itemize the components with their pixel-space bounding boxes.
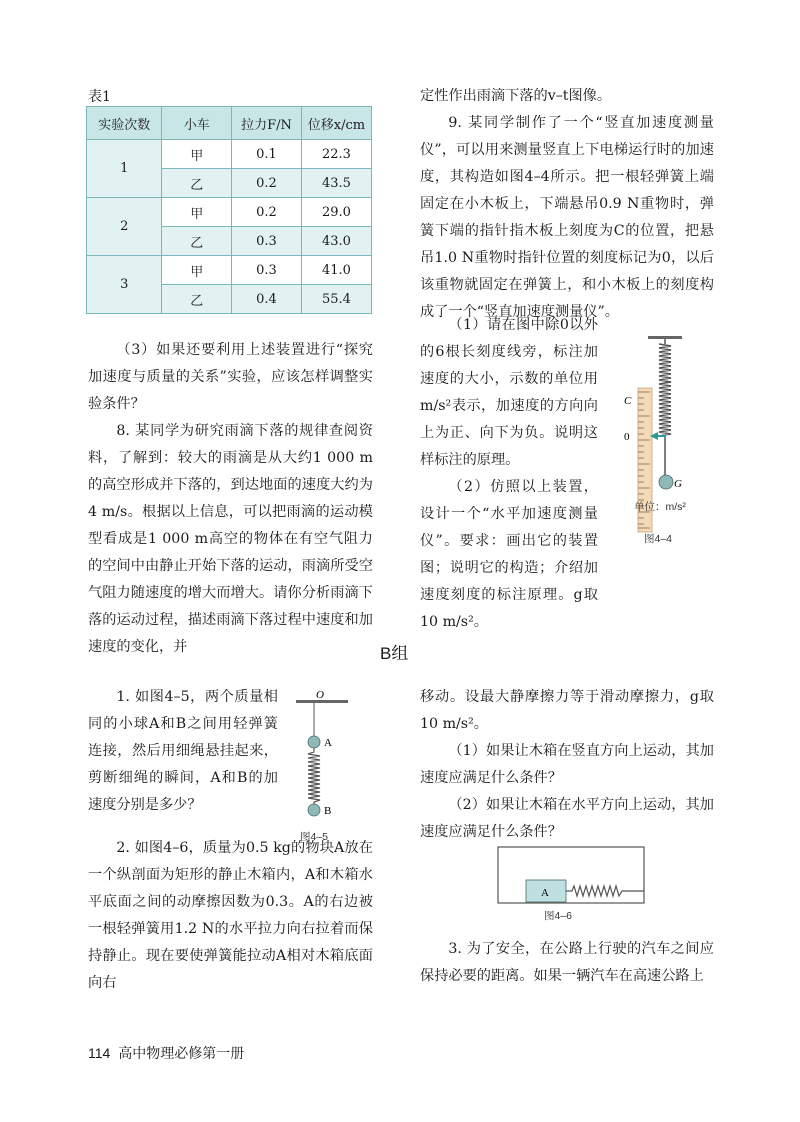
question-9: 9. 某同学制作了一个“竖直加速度测量仪”，可以用来测量竖直上下电梯运行时的加速度，其构造如图4–4所示。把一根轻弹簧上端固定在小木板上，下端悬吊0.9 N重物时，弹簧下端的指针指木板上刻度为C的位置，把悬吊1.0 N重物时指针位置的刻度标记为0，以后该重物就固定在弹簧上，和小木板上的刻度构成了一个“竖直加速度测量仪”。 [420,115,714,320]
table-cell: 43.5 [301,169,371,198]
table-row [87,198,372,227]
book-title: 高中物理必修第一册 [118,1045,245,1061]
b-question-3: 3. 为了安全，在公路上行驶的汽车之间应保持必要的距离。如果一辆汽车在高速公路上 [420,941,714,984]
question-8-continued: 定性作出雨滴下落的v–t图像。 [420,88,612,104]
question-8: 8. 某同学为研究雨滴下落的规律查阅资料，了解到：较大的雨滴是从大约1 000 m的高空形成并下落的，到达地面的速度大约为4 m/s。根据以上信息，可以把雨滴的运动模型看成是1 000 m高空的物体在有空气阻力的空间中由静止开始下落的运动，雨滴所受空气阻力随速度的增大而增大。请你分析雨滴下落的运动过程，描述雨滴下落过程中速度和加速度的变化，并 [88,423,373,655]
b-question-2-continued: 移动。设最大静摩擦力等于滑动摩擦力，g取10 m/s²。 [420,689,714,732]
weight-ball-icon [659,475,673,489]
label-b: B [324,805,332,817]
table-header-cell: 实验次数 [87,107,162,140]
table-cell: 0.2 [232,198,302,227]
table-cell: 43.0 [301,227,371,256]
table-cell: 乙 [162,227,232,256]
table-cell: 0.3 [232,227,302,256]
table-cell: 甲 [162,198,232,227]
ball-b-icon [308,804,320,816]
question-9-part-2: （2）仿照以上装置，设计一个“水平加速度测量仪”。要求：画出它的装置图；说明它的构造；介绍加速度刻度的标注原理。g取10 m/s²。 [420,479,598,630]
box-outline [498,847,644,903]
trial-cell: 2 [87,198,162,256]
table-header-row [87,107,372,140]
table-header-cell: 位移x/cm [301,107,371,140]
figure-4-5 [290,688,370,848]
figure-caption: 图4–5 [300,831,329,843]
table-row [87,140,372,169]
table-cell: 0.1 [232,140,302,169]
figure-4-4 [610,330,720,560]
section-b-heading: B组 [380,644,409,663]
table-cell: 29.0 [301,198,371,227]
table-cell: 甲 [162,256,232,285]
table-cell: 0.4 [232,285,302,314]
table-row [87,256,372,285]
data-table [86,106,372,314]
page-number: 114 [88,1045,111,1061]
label-c: C [624,395,632,407]
label-g: G [674,478,682,490]
label-o: O [316,689,324,701]
ball-a-icon [308,736,320,748]
b-question-2-part-2: （2）如果让木箱在水平方向上运动，其加速度应满足什么条件？ [420,797,714,840]
table-caption: 表1 [88,89,111,105]
table-cell: 0.2 [232,169,302,198]
table-cell: 55.4 [301,285,371,314]
table-cell: 22.3 [301,140,371,169]
spring-icon [308,748,320,804]
b-question-1: 1. 如图4–5，两个质量相同的小球A和B之间用轻弹簧连接，然后用细绳悬挂起来，剪断细绳的瞬间，A和B的加速度分别是多少？ [88,689,278,813]
b-question-2-part-1: （1）如果让木箱在竖直方向上运动，其加速度应满足什么条件？ [420,743,714,786]
block-label: A [541,887,549,899]
question-7-part-3: （3）如果还要利用上述装置进行“探究加速度与质量的关系”实验，应该怎样调整实验条件？ [88,342,373,412]
table-cell: 乙 [162,285,232,314]
trial-cell: 1 [87,140,162,198]
label-zero: 0 [624,431,630,443]
figure-caption: 图4–6 [544,910,573,922]
label-a: A [324,737,332,749]
b-question-2: 2. 如图4–6，质量为0.5 kg的物块A放在一个纵剖面为矩形的静止木箱内，A和木箱水平底面之间的动摩擦因数为0.3。A的右边被一根轻弹簧用1.2 N的水平拉力向右拉着而保持静止。现在要使弹簧能拉动A相对木箱底面向右 [88,840,373,991]
table-cell: 甲 [162,140,232,169]
unit-label: 单位：m/s² [634,501,686,513]
trial-cell: 3 [87,256,162,314]
table-cell: 41.0 [301,256,371,285]
question-9-part-1: （1）请在图中除0以外的6根长刻度线旁，标注加速度的大小，示数的单位用m/s²表示，加速度的方向向上为正、向下为负。说明这样标注的原理。 [420,317,598,468]
table-header-cell: 小车 [162,107,232,140]
page-footer [88,1043,244,1063]
table-cell: 0.3 [232,256,302,285]
table-header-cell: 拉力F/N [232,107,302,140]
figure-4-6 [496,845,646,925]
figure-caption: 图4–4 [644,533,673,545]
table-cell: 乙 [162,169,232,198]
